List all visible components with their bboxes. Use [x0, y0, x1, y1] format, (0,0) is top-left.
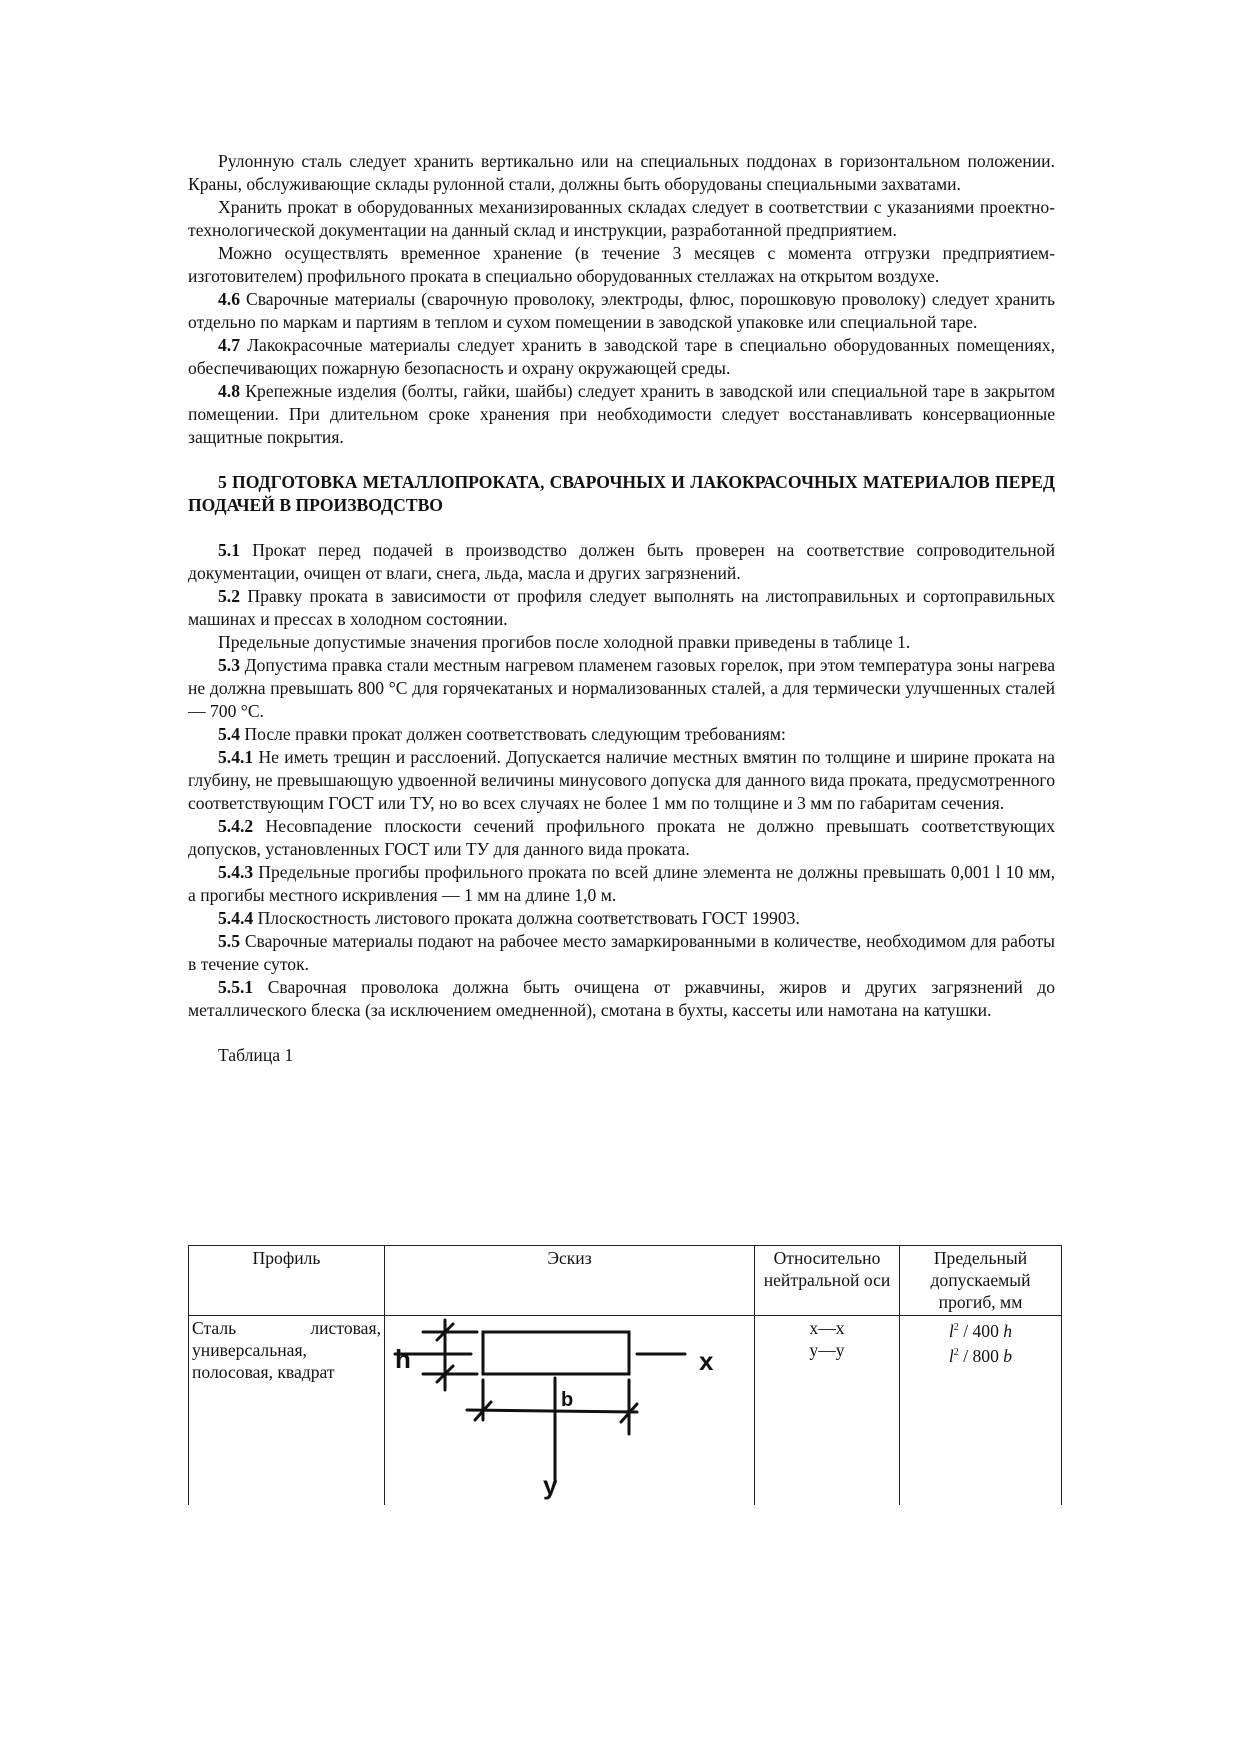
header-profile: Профиль [189, 1246, 385, 1316]
paragraph [188, 631, 1055, 654]
paragraph-number: 5.4.2 [218, 816, 254, 836]
paragraph-number: 5.5.1 [218, 977, 254, 997]
paragraph-text: Несовпадение плоскости сечений профильного проката не должно превышать соответствующих допусков, установленных ГОСТ или ТУ для данного вида проката. [188, 816, 1055, 859]
cell-profile: Сталь листовая, универсальная, полосовая, квадрат [189, 1316, 385, 1506]
paragraph-text: Сварочные материалы подают на рабочее место замаркированными в количестве, необходимом для работы в течение суток. [188, 931, 1055, 974]
paragraph [188, 976, 1055, 1022]
paragraph-text: Хранить прокат в оборудованных механизированных складах следует в соответствии с указаниями проектно-технологической документации на данный склад и инструкции, разработанной предприятием. [188, 197, 1055, 240]
paragraph-number: 4.8 [218, 381, 240, 401]
paragraph [188, 861, 1055, 907]
paragraph-number: 4.7 [218, 335, 240, 355]
paragraph [188, 334, 1055, 380]
paragraph-number: 5.1 [218, 540, 240, 560]
limit-xx: $l^2 / 400$ h [948, 1320, 1013, 1341]
paragraph-text: После правки прокат должен соответствовать следующим требованиям: [244, 724, 786, 744]
sketch-b-dim-line [467, 1410, 637, 1412]
paragraph-number: 5.4.1 [218, 747, 254, 767]
paragraphs-preparation [188, 539, 1055, 1022]
sketch-section-rect [483, 1332, 629, 1374]
paragraph [188, 907, 1055, 930]
header-axis: Относительно нейтральной оси [755, 1246, 900, 1316]
cell-limits [900, 1316, 1062, 1506]
paragraph-text: Сварочная проволока должна быть очищена от ржавчины, жиров и других загрязнений до металлического блеска (за исключением омедненной), смотана в бухты, кассеты или намотана на катушки. [188, 977, 1055, 1020]
paragraph [188, 380, 1055, 449]
sketch-label-h: h [395, 1344, 411, 1374]
paragraph-text: Предельные допустимые значения прогибов после холодной правки приведены в таблице 1. [218, 632, 911, 652]
axis-xx: x—x [809, 1318, 845, 1338]
paragraph-text: Крепежные изделия (болты, гайки, шайбы) следует хранить в заводской или специальной таре в закрытом помещении. При длительном сроке хранения при необходимости следует восстанавливать консервационные защитные покрытия. [188, 381, 1055, 447]
paragraph-number: 5.2 [218, 586, 240, 606]
paragraph [188, 815, 1055, 861]
paragraph-number: 5.4 [218, 724, 240, 744]
paragraph [188, 585, 1055, 631]
document-page [188, 150, 1055, 1067]
paragraph [188, 196, 1055, 242]
paragraphs-storage [188, 150, 1055, 449]
sketch-label-y: y [543, 1470, 558, 1500]
header-sketch: Эскиз [385, 1246, 755, 1316]
paragraph-text: Правку проката в зависимости от профиля следует выполнять на листоправильных и сортоправильных машинах и прессах в холодном состоянии. [188, 586, 1056, 629]
paragraph-text: Плоскостность листового проката должна соответствовать ГОСТ 19903. [257, 908, 800, 928]
sketch-label-x: x [699, 1346, 714, 1376]
paragraph-text: Лакокрасочные материалы следует хранить в заводской таре в специально оборудованных помещениях, обеспечивающих пожарную безопасность и охрану окружающей среды. [188, 335, 1055, 378]
cell-sketch [385, 1316, 755, 1506]
paragraph-text: Рулонную сталь следует хранить вертикально или на специальных поддонах в горизонтальном положении. Краны, обслуживающие склады рулонной стали, должны быть оборудованы специальными захватами. [188, 151, 1055, 194]
paragraph [188, 746, 1055, 815]
header-limit: Предельный допускаемый прогиб, мм [900, 1246, 1062, 1316]
paragraph-text: Прокат перед подачей в производство должен быть проверен на соответствие сопроводительной документации, очищен от влаги, снега, льда, масла и других загрязнений. [188, 540, 1055, 583]
paragraph [188, 150, 1055, 196]
section-heading: 5 ПОДГОТОВКА МЕТАЛЛОПРОКАТА, СВАРОЧНЫХ И ЛАКОКРАСОЧНЫХ МАТЕРИАЛОВ ПЕРЕД ПОДАЧЕЙ В ПРОИЗВОДСТВО [188, 472, 1055, 515]
paragraph-number: 5.4.3 [218, 862, 254, 882]
paragraph [188, 930, 1055, 976]
table-caption: Таблица 1 [218, 1045, 294, 1065]
paragraph-number: 5.4.4 [218, 908, 254, 928]
cell-axes [755, 1316, 900, 1506]
sketch-label-b: b [561, 1389, 574, 1411]
paragraph [188, 654, 1055, 723]
paragraph-text: Можно осуществлять временное хранение (в течение 3 месяцев с момента отгрузки предприятием-изготовителем) профильного проката в специально оборудованных стеллажах на открытом воздухе. [188, 243, 1055, 286]
paragraph [188, 539, 1055, 585]
paragraph-text: Допустима правка стали местным нагревом пламенем газовых горелок, при этом температура зоны нагрева не должна превышать 800 °С для горячекатаных и нормализованных сталей, а для термически улучшенных сталей — 700 °С. [188, 655, 1055, 721]
limit-yy: $l^2 / 800$ b [948, 1345, 1013, 1366]
paragraph-number: 5.5 [218, 931, 240, 951]
table-header-row [189, 1246, 1062, 1316]
table-1 [188, 1245, 1062, 1505]
paragraph [188, 288, 1055, 334]
table-row [189, 1316, 1062, 1506]
paragraph-number: 4.6 [218, 289, 240, 309]
paragraph-text: Не иметь трещин и расслоений. Допускается наличие местных вмятин по толщине и ширине проката на глубину, не превышающую удвоенной величины минусового допуска для данного вида проката, предусмотренного соответствующим ГОСТ или ТУ, но во всех случаях не более 1 мм по толщине и 3 мм по габаритам сечения. [188, 747, 1055, 813]
paragraph-text: Сварочные материалы (сварочную проволоку, электроды, флюс, порошковую проволоку) следует хранить отдельно по маркам и партиям в теплом и сухом помещении в заводской упаковке или специальной таре. [188, 289, 1055, 332]
paragraph [188, 723, 1055, 746]
axis-yy: y—y [809, 1340, 845, 1360]
paragraph [188, 242, 1055, 288]
rectangle-section-sketch [385, 1316, 754, 1500]
paragraph-text: Предельные прогибы профильного проката по всей длине элемента не должны превышать 0,001 l 10 мм, а прогибы местного искривления — 1 мм на длине 1,0 м. [188, 862, 1055, 905]
paragraph-number: 5.3 [218, 655, 240, 675]
